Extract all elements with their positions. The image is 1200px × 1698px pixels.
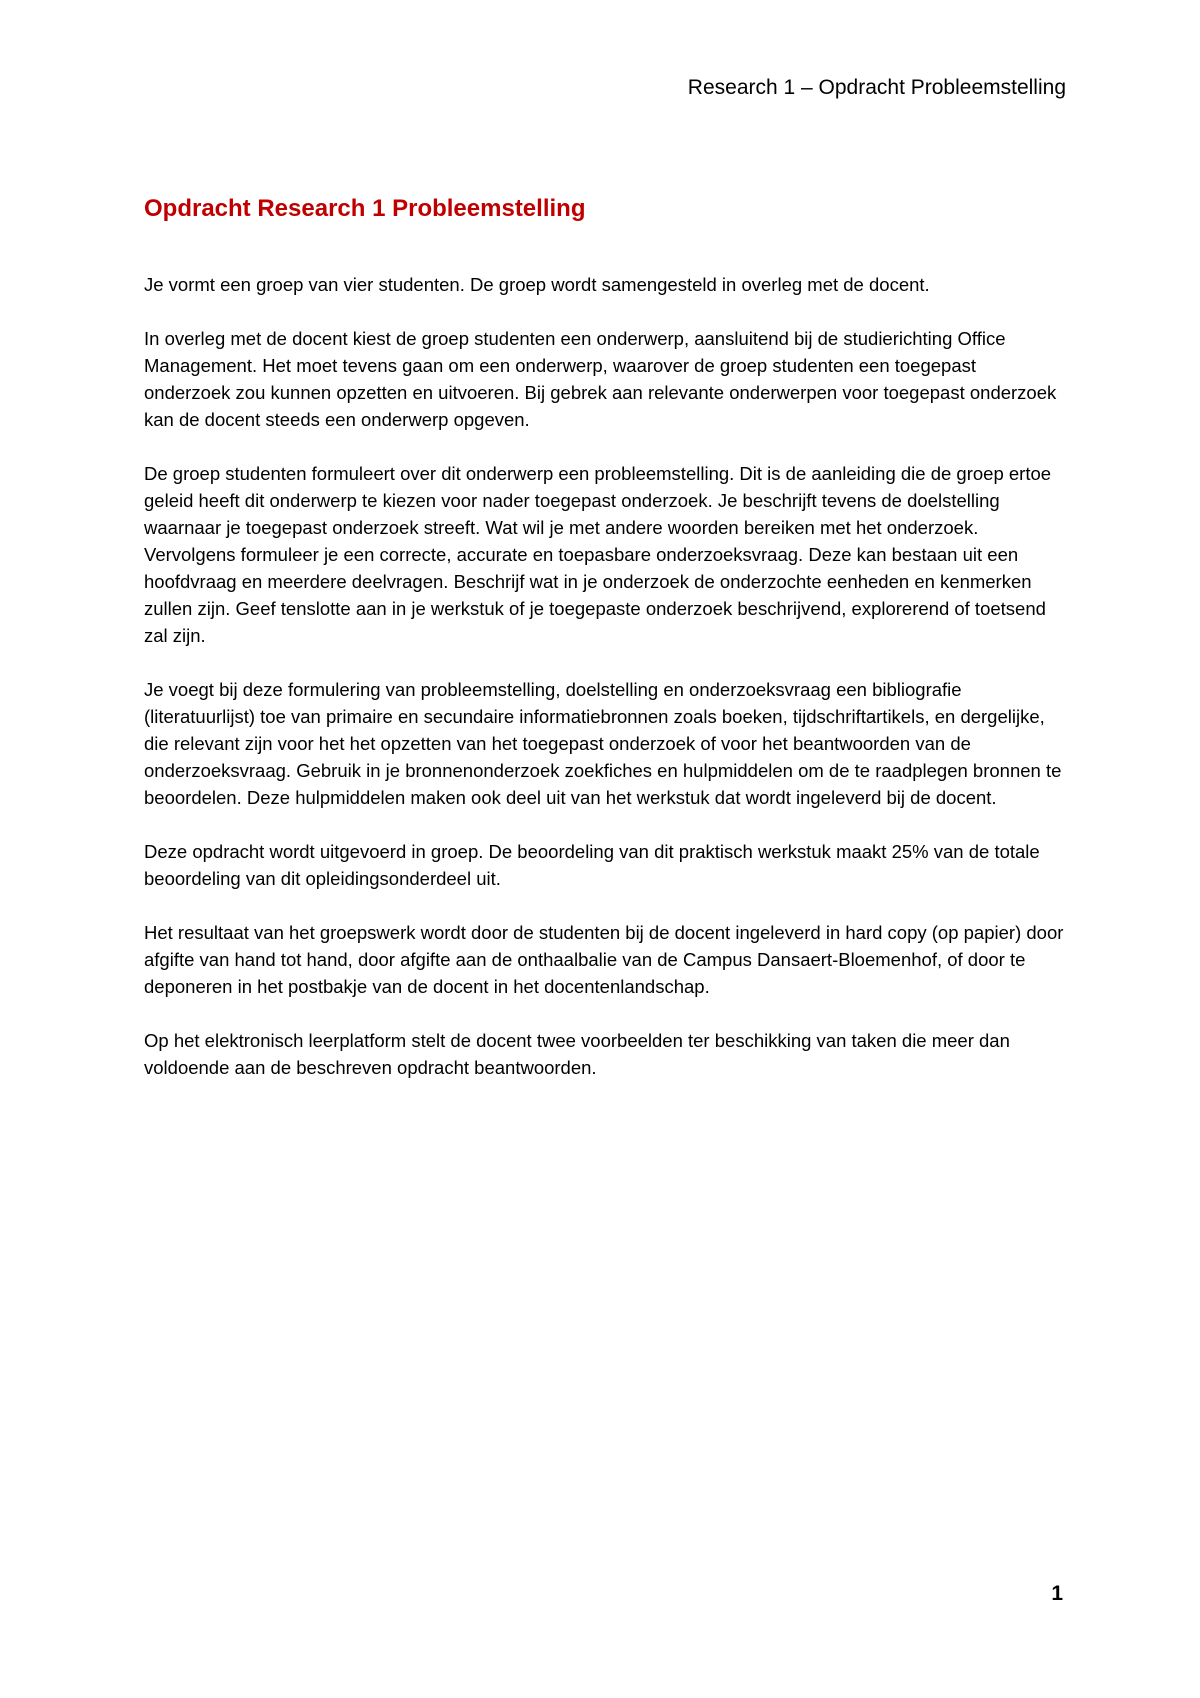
- paragraph-submission: Het resultaat van het groepswerk wordt door de studenten bij de docent ingeleverd in hard copy (op papier) door afgifte van hand tot hand, door afgifte aan de onthaalbalie van de Campus Dansaert-Bloemenhof, of door te deponeren in het postbakje van de docent in het docentenlandschap.: [144, 922, 1064, 997]
- paragraph-topic-choice: In overleg met de docent kiest de groep studenten een onderwerp, aansluitend bij de studierichting Office Management. Het moet tevens gaan om een onderwerp, waarover de groep studenten een toegepast onderzoek zou kunnen opzetten en uitvoeren. Bij gebrek aan relevante onderwerpen voor toegepast onderzoek kan de docent steeds een onderwerp opgeven.: [144, 328, 1057, 430]
- document-title: Opdracht Research 1 Probleemstelling: [144, 195, 586, 222]
- running-header: Research 1 – Opdracht Probleemstelling: [687, 76, 1066, 99]
- paragraph-problem-statement: De groep studenten formuleert over dit onderwerp een probleemstelling. Dit is de aanleiding die de groep ertoe geleid heeft dit onderwerp te kiezen voor nader toegepast onderzoek. Je beschrijft tevens de doelstelling waarnaar je toegepast onderzoek streeft. Wat wil je met andere woorden bereiken met het onderzoek. Vervolgens formuleer je een correcte, accurate en toepasbare onderzoeksvraag. Deze kan bestaan uit een hoofdvraag en meerdere deelvragen. Beschrijf wat in je onderzoek de onderzochte eenheden en kenmerken zullen zijn. Geef tenslotte aan in je werkstuk of je toegepaste onderzoek beschrijvend, explorerend of toetsend zal zijn.: [144, 463, 1052, 646]
- page-number: 1: [1051, 1582, 1063, 1605]
- paragraph-group-composition: Je vormt een groep van vier studenten. De groep wordt samengesteld in overleg met de docent.: [144, 274, 930, 295]
- paragraph-bibliography: Je voegt bij deze formulering van probleemstelling, doelstelling en onderzoeksvraag een bibliografie (literatuurlijst) toe van primaire en secundaire informatiebronnen zoals boeken, tijdschriftartikels, en dergelijke, die relevant zijn voor het het opzetten van het toegepast onderzoek of voor het beantwoorden van de onderzoeksvraag. Gebruik in je bronnenonderzoek zoekfiches en hulpmiddelen om de te raadplegen bronnen te beoordelen. Deze hulpmiddelen maken ook deel uit van het werkstuk dat wordt ingeleverd bij de docent.: [144, 679, 1062, 808]
- paragraph-assessment: Deze opdracht wordt uitgevoerd in groep. De beoordeling van dit praktisch werkstuk maakt 25% van de totale beoordeling van dit opleidingsonderdeel uit.: [144, 841, 1040, 889]
- paragraph-examples: Op het elektronisch leerplatform stelt de docent twee voorbeelden ter beschikking van taken die meer dan voldoende aan de beschreven opdracht beantwoorden.: [144, 1030, 1010, 1078]
- document-body: [144, 193, 1064, 1108]
